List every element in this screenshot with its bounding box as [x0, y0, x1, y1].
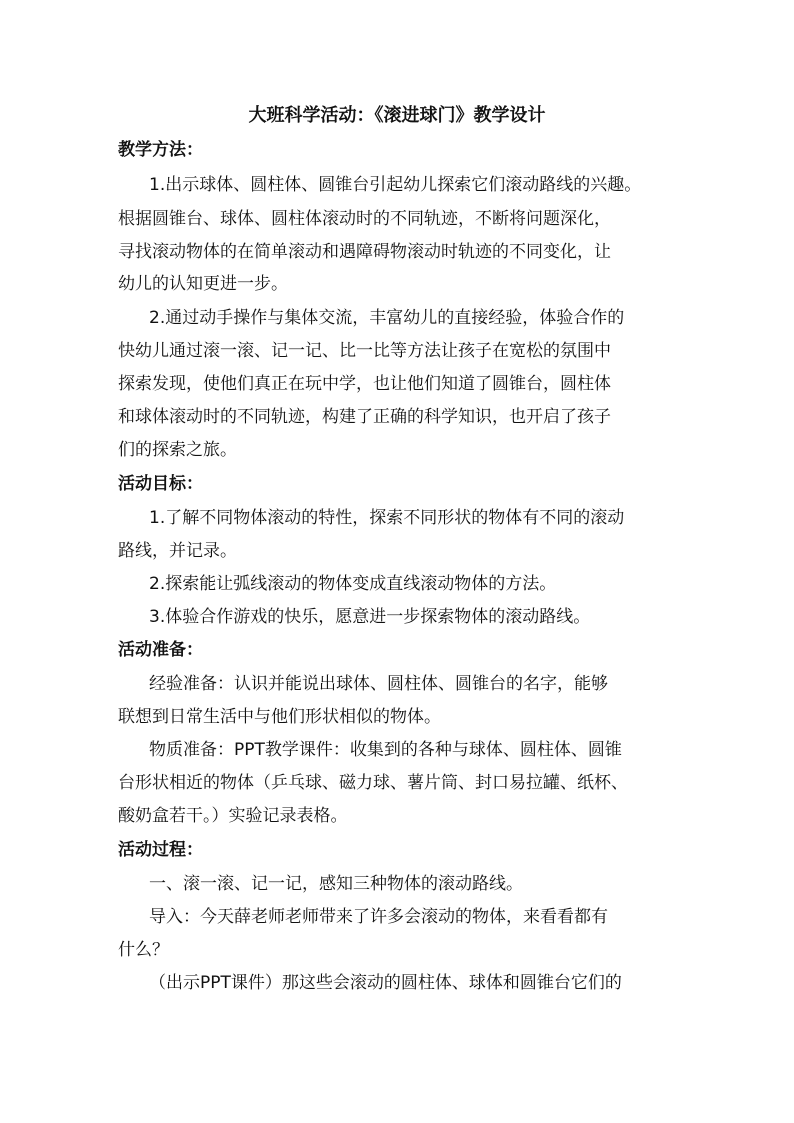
- goal-2: 2.探索能让弧线滚动的物体变成直线滚动物体的方法。: [149, 574, 557, 594]
- methods-paragraph-1-line-2: 根据圆锥台、球体、圆柱体滚动时的不同轨迹，不断将问题深化，: [118, 209, 611, 229]
- methods-paragraph-1-line-3: 寻找滚动物体的在简单滚动和遇障碍物滚动时轨迹的不同变化，让: [118, 242, 611, 262]
- goal-1-line-2: 路线，并记录。: [118, 541, 237, 561]
- goal-3: 3.体验合作游戏的快乐，愿意进一步探索物体的滚动路线。: [149, 607, 591, 627]
- section-heading-goals: 活动目标：: [118, 474, 203, 494]
- section-heading-process: 活动过程：: [118, 840, 203, 860]
- process-ppt-line: （出示PPT课件）那这些会滚动的圆柱体、球体和圆锥台它们的: [149, 973, 622, 993]
- prep-experience-line-1: 经验准备：认识并能说出球体、圆柱体、圆锥台的名字，能够: [149, 674, 608, 694]
- methods-paragraph-2-line-3: 探索发现，使他们真正在玩中学，也让他们知道了圆锥台，圆柱体: [118, 374, 611, 394]
- prep-material-line-2: 台形状相近的物体（乒乓球、磁力球、薯片筒、封口易拉罐、纸杯、: [118, 773, 628, 793]
- prep-material-line-3: 酸奶盒若干。）实验记录表格。: [118, 806, 348, 826]
- document-title: 大班科学活动：《滚进球门》教学设计: [248, 105, 546, 126]
- process-intro-line-1: 导入：今天薛老师老师带来了许多会滚动的物体，来看看都有: [149, 907, 608, 927]
- process-intro-line-2: 什么？: [118, 940, 169, 960]
- methods-paragraph-2-line-2: 快幼儿通过滚一滚、记一记、比一比等方法让孩子在宽松的氛围中: [118, 341, 611, 361]
- goal-1-line-1: 1.了解不同物体滚动的特性，探索不同形状的物体有不同的滚动: [149, 508, 625, 528]
- methods-paragraph-2-line-1: 2.通过动手操作与集体交流，丰富幼儿的直接经验，体验合作的: [149, 308, 625, 328]
- section-heading-methods: 教学方法：: [118, 140, 203, 160]
- process-step-1: 一、滚一滚、记一记，感知三种物体的滚动路线。: [149, 874, 523, 894]
- methods-paragraph-2-line-4: 和球体滚动时的不同轨迹，构建了正确的科学知识，也开启了孩子: [118, 407, 611, 427]
- prep-material-line-1: 物质准备：PPT教学课件：收集到的各种与球体、圆柱体、圆锥: [149, 740, 622, 760]
- section-heading-prep: 活动准备：: [118, 640, 203, 660]
- prep-experience-line-2: 联想到日常生活中与他们形状相似的物体。: [118, 707, 441, 727]
- methods-paragraph-1-line-1: 1.出示球体、圆柱体、圆锥台引起幼儿探索它们滚动路线的兴趣。: [149, 175, 642, 195]
- methods-paragraph-1-line-4: 幼儿的认知更进一步。: [118, 274, 288, 294]
- methods-paragraph-2-line-5: 们的探索之旅。: [118, 440, 237, 460]
